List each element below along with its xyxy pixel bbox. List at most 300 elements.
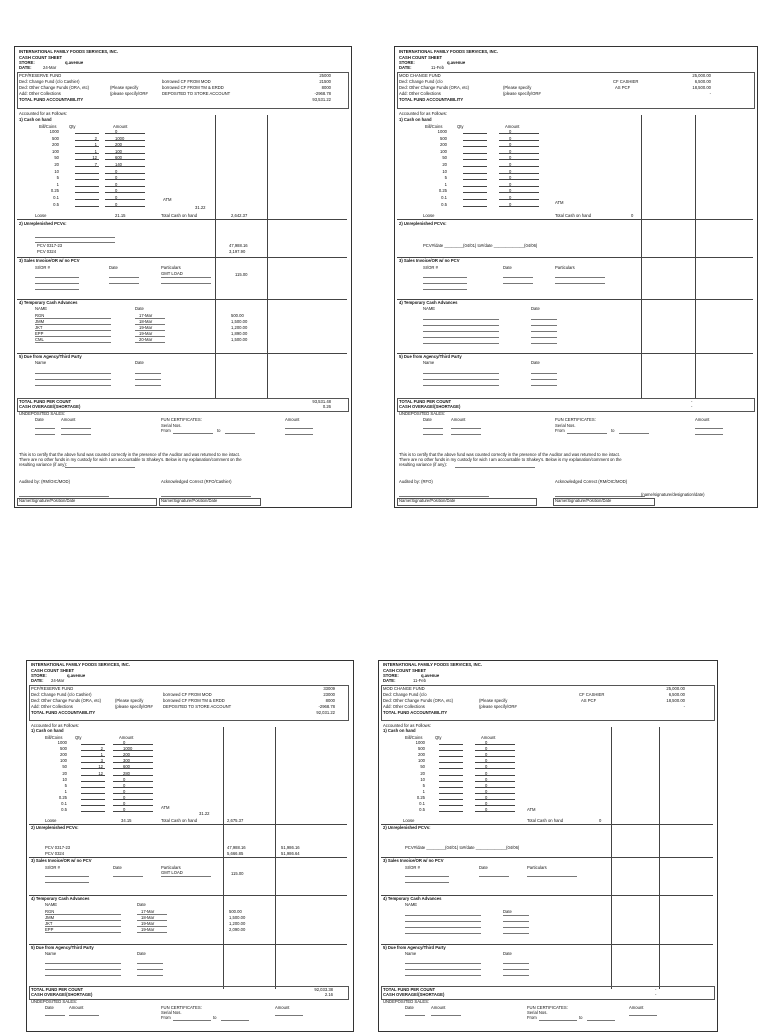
- from-label: From: [161, 1015, 171, 1020]
- due-name-label: Name: [45, 951, 57, 956]
- amount-line: [499, 186, 539, 187]
- loose-label: Loose: [403, 818, 415, 823]
- amount-line: [105, 146, 145, 147]
- adv-date-label: Date: [503, 909, 512, 914]
- col-amount: Amount: [119, 735, 134, 740]
- atm-amount: 31.22: [199, 811, 210, 816]
- particulars-label: Particulars: [555, 265, 575, 270]
- amount-line: [105, 173, 145, 174]
- serial-label: Serial Nos.: [527, 1010, 548, 1015]
- amount-line: [499, 166, 539, 167]
- audited-label: Audited by: (RFO): [399, 479, 433, 484]
- to-label: to: [213, 1015, 217, 1020]
- store-label: STORE:: [383, 673, 399, 678]
- col-amount: Amount: [113, 124, 128, 129]
- denomination: 100: [60, 758, 67, 764]
- add-amount: -2968.78: [318, 704, 335, 709]
- col-amount: Amount: [481, 735, 496, 740]
- fun-cert-label: FUN CERTIFICATES:: [527, 1005, 568, 1010]
- fund-amount: 25000: [319, 73, 331, 78]
- total-cash-label: Total Cash on hand: [527, 818, 564, 823]
- denomination: 0.25: [438, 188, 447, 194]
- amount-value: 300: [123, 758, 130, 764]
- denomination: 5: [444, 175, 447, 181]
- sales-date-label: Date: [503, 265, 512, 270]
- amount-value: 0: [485, 776, 488, 782]
- add-note: DEPOSITED TO STORE ACCOUNT: [162, 91, 231, 96]
- qty-line: [463, 140, 487, 141]
- amount-line: [475, 775, 515, 776]
- qty-value: 12: [98, 764, 103, 770]
- amount-value: 0: [123, 776, 126, 782]
- qty-value: 1: [94, 142, 97, 148]
- amount-value: 0: [115, 168, 118, 174]
- fund-per-count-amount: -: [691, 399, 693, 404]
- ded-other-label: Ded: Other Change Funds (ORA, etc): [31, 698, 102, 703]
- amount-line: [113, 762, 153, 763]
- undeposited-date: Date: [423, 417, 432, 422]
- total-label: TOTAL FUND ACCOUNTABILITY: [399, 97, 464, 102]
- amount-line: [105, 179, 145, 180]
- denomination: 500: [418, 746, 425, 752]
- add-specify: (please specify/OR#: [110, 91, 148, 96]
- amount-value: 0: [509, 168, 512, 174]
- col-bill: Bill/Coins: [39, 124, 57, 129]
- loose-label: Loose: [423, 213, 435, 218]
- denomination: 500: [60, 746, 67, 752]
- date-label: DATE:: [31, 678, 44, 683]
- advance-date: 19-Mar: [139, 325, 153, 330]
- advances-label: 4) Temporary Cash Advances: [383, 896, 442, 901]
- amount-line: [105, 199, 145, 200]
- advance-date-line: [135, 342, 165, 343]
- ded-change-amount: 6,500.00: [694, 79, 711, 84]
- advance-date: 17-Mar: [139, 313, 153, 318]
- amount-value: 0: [123, 782, 126, 788]
- qty-line: [75, 173, 99, 174]
- sales-amount: 115.00: [235, 272, 248, 277]
- denomination: 1: [444, 181, 447, 187]
- undeposited-date: Date: [45, 1005, 54, 1010]
- atm-label: ATM: [163, 197, 172, 202]
- amount-value: 0: [115, 188, 118, 194]
- denomination: 0.5: [441, 201, 447, 207]
- pcv-amount-1: 47,988.16: [229, 243, 248, 248]
- amount-line: [105, 140, 145, 141]
- amount-line: [113, 781, 153, 782]
- amount-line: [475, 762, 515, 763]
- amount-line: [475, 811, 515, 812]
- amount-line: [113, 744, 153, 745]
- denomination: 500: [52, 135, 59, 141]
- denomination: 0.5: [53, 201, 59, 207]
- from-label: From: [555, 428, 565, 433]
- accounted-label: Accounted for as Follows:: [31, 723, 79, 728]
- qty-line: [81, 793, 105, 794]
- advance-name: CML: [35, 337, 44, 342]
- amount-line: [105, 166, 145, 167]
- col-qty: Qty: [435, 735, 442, 740]
- sior-label: SI/OR #: [45, 865, 60, 870]
- add-label: Add: Other Collections: [399, 91, 441, 96]
- pcv-item-2: PCV 0324: [45, 851, 65, 856]
- amount-line: [499, 206, 539, 207]
- amount-value: 0: [115, 129, 118, 134]
- sior-label: SI/OR #: [405, 865, 420, 870]
- due-label: 5) Due from Agency/Third Party: [399, 354, 462, 359]
- due-name-label: Name: [35, 360, 47, 365]
- to-label: to: [217, 428, 221, 433]
- amount-line: [475, 768, 515, 769]
- qty-line: [439, 762, 463, 763]
- qty-value: 7: [94, 162, 97, 167]
- overage-label: CASH OVERAGE/(SHORTAGE): [399, 404, 461, 409]
- denomination: 500: [440, 135, 447, 141]
- ded-other-label: Ded: Other Change Funds (ORA, etc): [19, 85, 90, 90]
- pcv-label: 2) Unreplenished PCVs:: [399, 221, 447, 226]
- due-label: 5) Due from Agency/Third Party: [31, 945, 94, 950]
- qty-line: [439, 775, 463, 776]
- denomination: 0.25: [50, 188, 59, 194]
- amount-value: 280: [123, 770, 130, 776]
- amount-value: 200: [115, 142, 122, 148]
- to-label: to: [579, 1015, 583, 1020]
- overage-amount: -: [655, 992, 657, 997]
- amount-line: [475, 787, 515, 788]
- col-qty: Qty: [69, 124, 76, 129]
- amount-value: 0: [123, 801, 126, 806]
- qty-line: [463, 192, 487, 193]
- amount-value: 140: [115, 162, 122, 167]
- store-label: STORE:: [31, 673, 47, 678]
- advance-name: EPP: [45, 927, 54, 932]
- ded-other-note: AS PCF: [615, 85, 631, 90]
- total-cash-label: Total Cash on hand: [161, 818, 198, 823]
- pcv-amount-2: 5,666.85: [227, 851, 244, 856]
- sales-date-label: Date: [113, 865, 122, 870]
- denomination: 50: [54, 155, 59, 161]
- pcv-line: PCV#/date ________(04/01) to#/date _____________(04/06): [423, 243, 538, 248]
- ded-change-note: borrowed CF FROM MOD: [162, 79, 211, 84]
- advance-date: 19-Mar: [141, 927, 155, 932]
- atm-amount: 31.22: [195, 205, 206, 210]
- denomination: 0.1: [441, 195, 447, 200]
- fund-name: MOD CHANGE FUND: [399, 73, 441, 78]
- amount-line: [113, 805, 153, 806]
- total-amount: 93,531.22: [312, 97, 331, 102]
- adv-name-label: NAME: [423, 306, 436, 311]
- denomination: 20: [442, 162, 447, 167]
- fund-per-count-amount: 92,033.38: [314, 987, 333, 992]
- denomination: 10: [62, 776, 67, 782]
- overage-amount: 2.16: [324, 992, 333, 997]
- fund-per-count-label: TOTAL FUND PER COUNT: [19, 399, 72, 404]
- qty-line: [75, 199, 99, 200]
- pcv-label: 2) Unreplenished PCVs:: [383, 825, 431, 830]
- cash-on-hand-label: 1) Cash on hand: [19, 117, 52, 122]
- denomination: 100: [418, 758, 425, 764]
- ded-change-note: CF CASHIER: [579, 692, 605, 697]
- total-cash-amount: 2,675.37: [227, 818, 244, 823]
- qty-line: [439, 805, 463, 806]
- amount-value: 0: [509, 188, 512, 194]
- advance-name-line: [35, 324, 111, 325]
- pcv-amount-1: 47,988.16: [227, 845, 246, 850]
- denomination: 0.1: [419, 801, 425, 806]
- amount-line: [475, 793, 515, 794]
- ded-other-label: Ded: Other Change Funds (ORA, etc): [399, 85, 470, 90]
- acknowledged-label: Acknowledged Correct (RFO/Cashier): [161, 479, 232, 484]
- advance-date: 18-Mar: [139, 319, 153, 324]
- ded-other-specify: (Please specify: [479, 698, 508, 703]
- qty-value: 1: [94, 148, 97, 154]
- sior-label: SI/OR #: [423, 265, 438, 270]
- denomination: 20: [54, 162, 59, 167]
- from-label: From: [161, 428, 171, 433]
- sheet-title: CASH COUNT SHEET: [31, 668, 75, 673]
- pcv-amount-alt-2: 51,986.64: [281, 851, 300, 856]
- amount-line: [113, 793, 153, 794]
- amount-value: 0: [509, 181, 512, 187]
- amount-line: [499, 146, 539, 147]
- certify-text-3: resulting variance (if any):: [19, 462, 67, 467]
- ded-other-note: borrowed CF FROM TM & ERDD: [163, 698, 225, 703]
- amount-line: [499, 140, 539, 141]
- undeposited-date: Date: [405, 1005, 414, 1010]
- amount-line: [499, 153, 539, 154]
- amount-line: [113, 787, 153, 788]
- particulars-label: Particulars: [161, 865, 181, 870]
- denomination: 1000: [415, 740, 425, 745]
- advance-amount: 1,500.00: [229, 915, 246, 920]
- cash-count-sheet-top-left: [14, 46, 352, 508]
- denomination: 100: [52, 148, 59, 154]
- pcv-label: 2) Unreplenished PCVs:: [31, 825, 79, 830]
- particulars-label: Particulars: [161, 265, 181, 270]
- denomination: 1: [64, 788, 67, 794]
- store-label: STORE:: [19, 60, 35, 65]
- atm-label: ATM: [527, 807, 536, 812]
- sig-right: Name/Signature/Position/Date: [161, 498, 218, 503]
- amount-value: 0: [485, 740, 488, 745]
- fun-cert-amount-label: Amount: [629, 1005, 644, 1010]
- sig-extra: (name/signature/designation/date): [641, 492, 705, 497]
- certify-text-2: There are no other funds in my custody for wich I am accountable to Shakey's. Below is my explanation/comment on the: [399, 457, 622, 462]
- amount-line: [113, 750, 153, 751]
- add-specify: (please specify/OR#: [479, 704, 517, 709]
- advance-name-line: [45, 932, 121, 933]
- col-qty: Qty: [457, 124, 464, 129]
- qty-line: [81, 811, 105, 812]
- amount-value: 0: [485, 782, 488, 788]
- amount-value: 100: [115, 148, 122, 154]
- denomination: 10: [420, 776, 425, 782]
- loose-label: Loose: [35, 213, 47, 218]
- undeposited-label: UNDEPOSITED SALES:: [31, 999, 78, 1004]
- col-bill: Bill/Coins: [405, 735, 423, 740]
- amount-line: [105, 206, 145, 207]
- ded-change-note: CF CASHIER: [613, 79, 639, 84]
- atm-label: ATM: [555, 200, 564, 205]
- advance-name-line: [45, 920, 121, 921]
- qty-line: [81, 787, 105, 788]
- advance-amount: 500.00: [231, 313, 244, 318]
- denomination: 50: [442, 155, 447, 161]
- amount-line: [113, 768, 153, 769]
- advance-amount: 1,200.00: [231, 325, 248, 330]
- company-name: INTERNATIONAL FAMILY FOODS SERVICES, INC.: [19, 49, 118, 54]
- qty-line: [439, 750, 463, 751]
- overage-amount: -: [691, 404, 693, 409]
- qty-line: [463, 146, 487, 147]
- amount-value: 0: [509, 162, 512, 167]
- amount-value: 0: [485, 758, 488, 764]
- denomination: 5: [422, 782, 425, 788]
- ded-change-label: Ded: Change Fund (c/o Cashier): [31, 692, 92, 697]
- amount-value: 0: [509, 155, 512, 161]
- pcv-amount-alt-1: 51,986.16: [281, 845, 300, 850]
- advance-name: JKT: [35, 325, 43, 330]
- store-value: q.avenue: [421, 673, 440, 678]
- qty-line: [439, 781, 463, 782]
- amount-line: [475, 756, 515, 757]
- to-label: to: [611, 428, 615, 433]
- cash-on-hand-label: 1) Cash on hand: [31, 728, 64, 733]
- amount-line: [499, 159, 539, 160]
- fund-per-count-amount: -: [655, 987, 657, 992]
- denomination: 20: [420, 770, 425, 776]
- advances-label: 4) Temporary Cash Advances: [399, 300, 458, 305]
- amount-value: 0: [123, 740, 126, 745]
- date-value: 11-Feb: [413, 678, 426, 683]
- store-value: q.avenue: [67, 673, 86, 678]
- total-label: TOTAL FUND ACCOUNTABILITY: [383, 710, 448, 715]
- cash-count-sheet-top-right: [394, 46, 758, 508]
- fund-amount: 33009: [323, 686, 335, 691]
- denomination: 10: [54, 168, 59, 174]
- cash-on-hand-label: 1) Cash on hand: [399, 117, 432, 122]
- due-date-label: Date: [531, 360, 540, 365]
- qty-line: [439, 744, 463, 745]
- qty-line: [75, 206, 99, 207]
- advance-name: RGN: [45, 909, 55, 914]
- qty-line: [463, 159, 487, 160]
- fund-amount: 25,000.00: [666, 686, 685, 691]
- cash-count-sheet-bottom-right: [378, 660, 718, 1032]
- qty-value: 12: [98, 770, 103, 776]
- advance-name: RGN: [35, 313, 45, 318]
- due-name-label: Name: [405, 951, 417, 956]
- qty-line: [81, 799, 105, 800]
- advance-amount: 1,500.00: [231, 337, 248, 342]
- denomination: 0.1: [53, 195, 59, 200]
- adv-name-label: NAME: [405, 902, 418, 907]
- ded-other-amount: 8000: [325, 698, 335, 703]
- certify-text-2: There are no other funds in my custody for wich I am accountable to Shakey's. Below is my explanation/comment on the: [19, 457, 242, 462]
- fund-per-count-label: TOTAL FUND PER COUNT: [399, 399, 452, 404]
- advance-name: JKT: [45, 921, 53, 926]
- store-value: q.avenue: [65, 60, 84, 65]
- ded-change-note: borrowed CF FROM MOD: [163, 692, 212, 697]
- amount-value: 0: [485, 794, 488, 800]
- qty-line: [75, 186, 99, 187]
- amount-value: 0: [509, 195, 512, 200]
- amount-line: [113, 799, 153, 800]
- fund-per-count-label: TOTAL FUND PER COUNT: [383, 987, 436, 992]
- amount-value: 600: [115, 155, 122, 161]
- amount-line: [499, 199, 539, 200]
- qty-value: 2: [100, 746, 103, 752]
- advance-amount: 500.00: [229, 909, 242, 914]
- total-cash-amount: 2,642.37: [231, 213, 248, 218]
- total-cash-amount: 0: [599, 818, 602, 823]
- add-amount: -: [683, 704, 685, 709]
- amount-value: 0: [485, 801, 488, 806]
- amount-value: 0: [485, 746, 488, 752]
- certify-text-1: This is to certify that the above fund was counted correctly in the presence of the Auditor and was returned to me intact.: [19, 452, 240, 457]
- undeposited-label: UNDEPOSITED SALES:: [383, 999, 430, 1004]
- ded-change-label: Ded: Change Fund (c/o: [383, 692, 427, 697]
- fun-cert-label: FUN CERTIFICATES:: [161, 417, 202, 422]
- sales-label: 3) Sales Invoice/OR w/ no PCV: [383, 858, 444, 863]
- adv-name-label: NAME: [35, 306, 48, 311]
- denomination: 50: [62, 764, 67, 770]
- sales-date-label: Date: [479, 865, 488, 870]
- denomination: 1000: [437, 129, 447, 134]
- cash-count-sheet-bottom-left: [26, 660, 354, 1032]
- amount-value: 0: [123, 807, 126, 813]
- pcv-label: 2) Unreplenished PCVs:: [19, 221, 67, 226]
- amount-value: 0: [509, 175, 512, 181]
- advance-amount: 1,500.00: [231, 319, 248, 324]
- advance-name-line: [35, 336, 111, 337]
- ded-other-amount: 18,500.00: [692, 85, 711, 90]
- amount-line: [105, 133, 145, 134]
- qty-line: [75, 179, 99, 180]
- particulars-label: Particulars: [527, 865, 547, 870]
- loose-amount: 21.15: [115, 213, 126, 218]
- sales-amount: 115.00: [231, 871, 244, 876]
- amount-line: [113, 775, 153, 776]
- undeposited-date: Date: [35, 417, 44, 422]
- total-label: TOTAL FUND ACCOUNTABILITY: [19, 97, 84, 102]
- undeposited-label: UNDEPOSITED SALES:: [19, 411, 66, 416]
- company-name: INTERNATIONAL FAMILY FOODS SERVICES, INC.: [383, 662, 482, 667]
- qty-line: [439, 799, 463, 800]
- amount-value: 0: [115, 175, 118, 181]
- advance-name: JMM: [35, 319, 45, 324]
- ded-other-specify: (Please specify: [115, 698, 144, 703]
- col-bill: Bill/Coins: [425, 124, 443, 129]
- ded-change-amount: 21500: [319, 79, 331, 84]
- ded-other-note: borrowed CF FROM TM & ERDD: [162, 85, 224, 90]
- date-value: 11-Feb: [431, 65, 444, 70]
- certify-text-3: resulting variance (if any):: [399, 462, 447, 467]
- denomination: 20: [62, 770, 67, 776]
- col-qty: Qty: [75, 735, 82, 740]
- due-date-label: Date: [137, 951, 146, 956]
- denomination: 10: [442, 168, 447, 174]
- add-amount: -: [709, 91, 711, 96]
- denomination: 1000: [49, 129, 59, 134]
- overage-label: CASH OVERAGE/(SHORTAGE): [31, 992, 93, 997]
- advance-name: EPP: [35, 331, 44, 336]
- certify-text-1: This is to certify that the above fund was counted correctly in the presence of the Auditor and was returned to me intact.: [399, 452, 620, 457]
- add-label: Add: Other Collections: [19, 91, 61, 96]
- qty-value: 12: [92, 155, 97, 161]
- amount-line: [499, 192, 539, 193]
- sig-left: Name/Signature/Position/Date: [399, 498, 456, 503]
